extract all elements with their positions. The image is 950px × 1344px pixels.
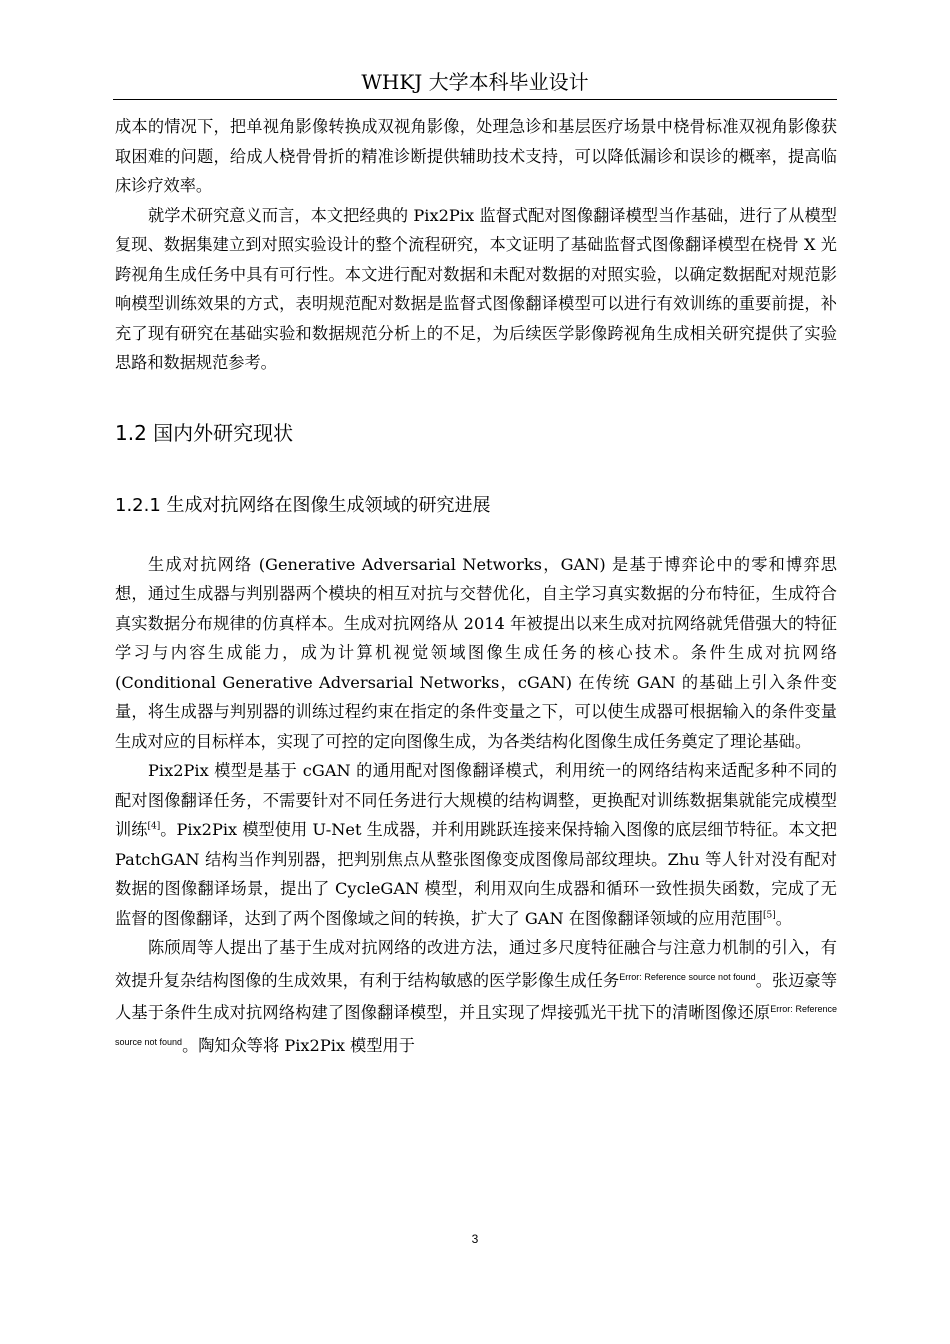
citation-ref-4[interactable]: [4] [147, 821, 161, 832]
subsection-heading-1-2-1: 1.2.1 生成对抗网络在图像生成领域的研究进展 [115, 494, 491, 516]
reference-error: Error: Reference source not found [619, 971, 756, 982]
page-number: 3 [471, 1232, 479, 1246]
text-run: 。 [775, 908, 792, 928]
reference-error: Error: Reference source not found [115, 1004, 838, 1047]
citation-ref-5[interactable]: [5] [763, 910, 776, 921]
text-run: 。张迈豪等人基于条件生成对抗网络构建了图像翻译模型，并且实现了焊接弧光干扰下的清晰图像还原 [115, 970, 838, 1022]
text-run: Pix2Pix 模型是基于 cGAN 的通用配对图像翻译模式，利用统一的网络结构来适配多种不同的配对图像翻译任务，不需要针对不同任务进行大规模的结构调整，更换配对训练数据集就能完成模型训练 [115, 761, 837, 839]
paragraph-related-work [115, 933, 837, 1060]
paragraph-gan-intro: 生成对抗网络 (Generative Adversarial Networks，GAN) 是基于博弈论中的零和博弈思想，通过生成器与判别器两个模块的相互对抗与交替优化，自主学习真实数据的分布特征，生成符合真实数据分布规律的仿真样本。生成对抗网络从 2014 年被提出以来生成对抗网络就凭借强大的特征学习与内容生成能力，成为计算机视觉领域图像生成任务的核心技术。条件生成对抗网络 (Conditional Generative Adversarial Networks，cGAN) 在传统 GAN 的基础上引入条件变量，将生成器与判别器的训练过程约束在指定的条件变量之下，可以使生成器可根据输入的条件变量生成对应的目标样本，实现了可控的定向图像生成，为各类结构化图像生成任务奠定了理论基础。 [115, 554, 837, 751]
header-divider [113, 99, 837, 100]
paragraph-academic-significance: 就学术研究意义而言，本文把经典的 Pix2Pix 监督式配对图像翻译模型当作基础，进行了从模型复现、数据集建立到对照实验设计的整个流程研究，本文证明了基础监督式图像翻译模型在桡骨 X 光跨视角生成任务中具有可行性。本文进行配对数据和未配对数据的对照实验，以确定数据配对规范影响模型训练效果的方式，表明规范配对数据是监督式图像翻译模型可以进行有效训练的重要前提，补充了现有研究在基础实验和数据规范分析上的不足，为后续医学影像跨视角生成相关研究提供了实验思路和数据规范参考。 [115, 205, 837, 372]
document-body [115, 112, 837, 1060]
text-run: 。陶知众等将 Pix2Pix 模型用于 [182, 1035, 415, 1055]
section-heading-wrapper [115, 418, 837, 448]
page-header-title: WHKJ 大学本科毕业设计 [361, 70, 589, 94]
text-run: 。Pix2Pix 模型使用 U-Net 生成器，并利用跳跃连接来保持输入图像的底层细节特征。本文把 PatchGAN 结构当作判别器，把判别焦点从整张图像变成图像局部纹理块。Zhu 等人针对没有配对数据的图像翻译场景，提出了 CycleGAN 模型，利用双向生成器和循环一致性损失函数，完成了无监督的图像翻译，达到了两个图像域之间的转换，扩大了 GAN 在图像翻译领域的应用范围 [115, 820, 837, 928]
section-heading-1-2: 1.2 国内外研究现状 [115, 420, 294, 445]
subsection-heading-wrapper [115, 492, 837, 520]
text-run: 陈颀周等人提出了基于生成对抗网络的改进方法，通过多尺度特征融合与注意力机制的引入，有效提升复杂结构图像的生成效果，有利于结构敏感的医学影像生成任务 [115, 938, 837, 990]
paragraph-pix2pix [115, 756, 837, 933]
paragraph-continuation: 成本的情况下，把单视角影像转换成双视角影像，处理急诊和基层医疗场景中桡骨标准双视角影像获取困难的问题，给成人桡骨骨折的精准诊断提供辅助技术支持，可以降低漏诊和误诊的概率，提高临床诊疗效率。 [115, 117, 837, 195]
